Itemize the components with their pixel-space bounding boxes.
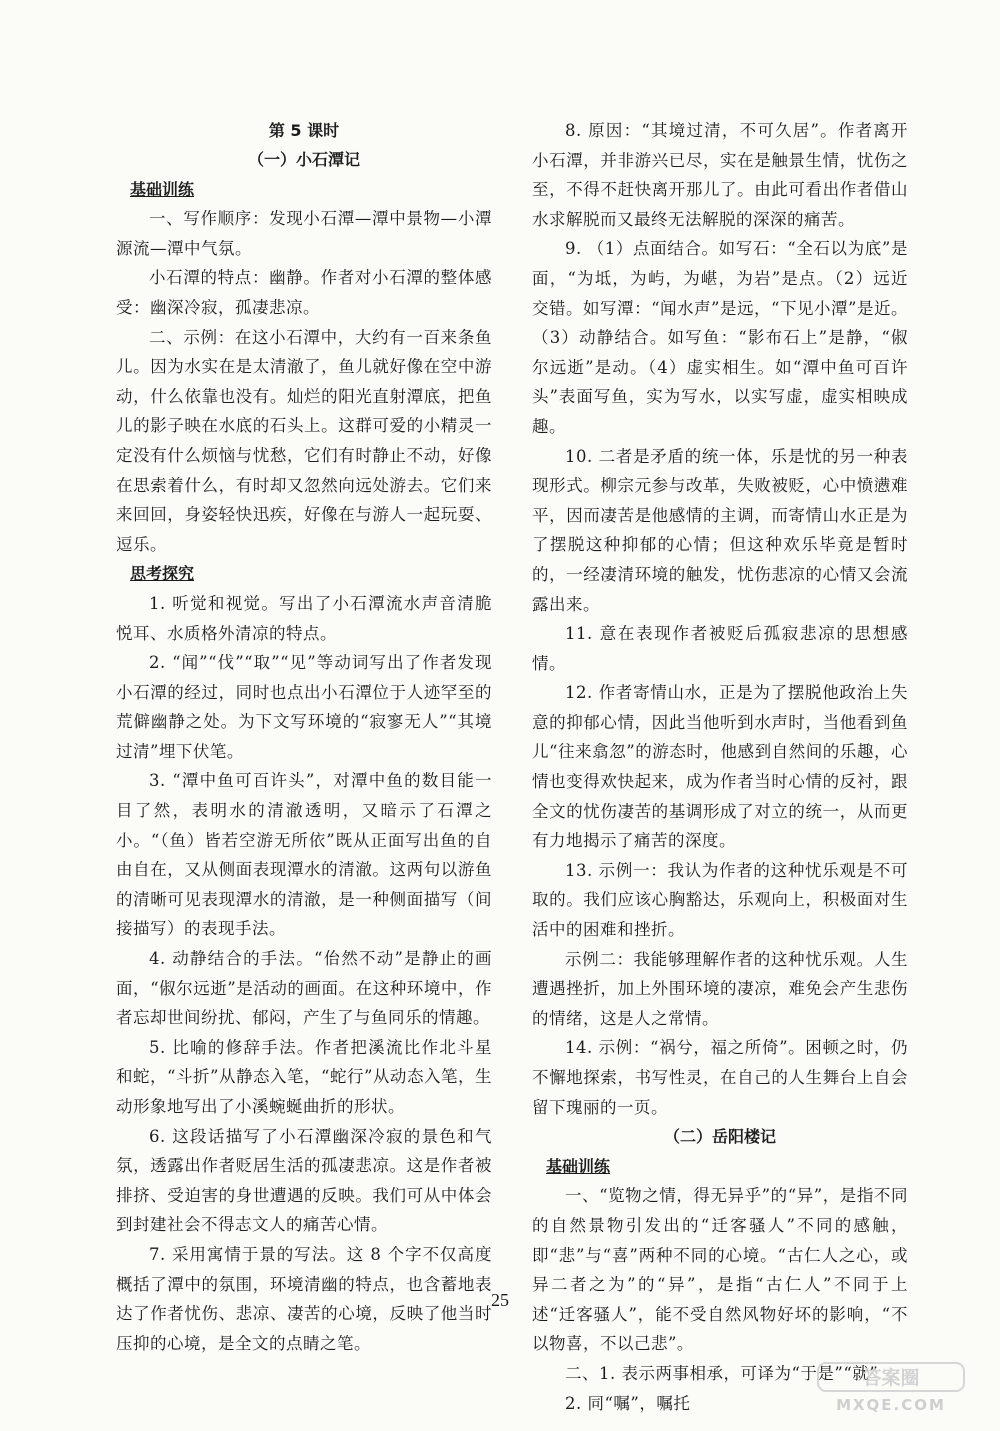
answer-paragraph: 14. 示例：“祸兮，福之所倚”。困顿之时，仍不懈地探索，书写性灵，在自己的人生舞台上自会留下瑰丽的一页。 — [532, 1038, 908, 1117]
page-number: 25 — [491, 1290, 509, 1310]
answer-paragraph: 一、“览物之情，得无异乎”的“异”，是指不同的自然景物引发出的“迁客骚人”不同的感触，即“悲”与“喜”两种不同的心境。“古仁人之心，或异二者之为”的“异”，是指“古仁人”不同于上述“迁客骚人”，能不受自然风物好坏的影响，“不以物喜，不以己悲”。 — [532, 1186, 908, 1354]
answer-paragraph: 7. 采用寓情于景的写法。这 8 个字不仅高度概括了潭中的氛围，环境清幽的特点，也含蓄地表达了作者忧伤、悲凉、凄苦的心境，反映了他当时压抑的心境，是全文的点睛之笔。 — [116, 1244, 492, 1353]
heading-thinking-exploration: 思考探究 — [130, 564, 195, 584]
answer-paragraph: 6. 这段话描写了小石潭幽深冷寂的景色和气氛，透露出作者贬居生活的孤凄悲凉。这是作者被排挤、受迫害的身世遭遇的反映。我们可从中体会到封建社会不得志文人的痛苦心情。 — [116, 1126, 492, 1235]
answer-paragraph: 9. （1）点面结合。如写石：“全石以为底”是面，“为坻，为屿，为嵁，为岩”是点。（2）远近交错。如写潭：“闻水声”是远，“下见小潭”是近。（3）动静结合。如写鱼：“影布石上”是静，“俶尔远逝”是动。（4）虚实相生。如“潭中鱼可百许头”表面写鱼，实为写水，以实写虚，虚实相映成趣。 — [532, 239, 908, 436]
answer-paragraph: 8. 原因：“其境过清，不可久居”。作者离开小石潭，并非游兴已尽，实在是触景生情，忧伤之至，不得不赶快离开那儿了。由此可看出作者借山水求解脱而又最终无法解脱的深深的痛苦。 — [532, 121, 908, 229]
answer-paragraph: 一、写作顺序：发现小石潭—潭中景物—小潭源流—潭中气氛。 — [116, 209, 492, 258]
answer-paragraph: 示例二：我能够理解作者的这种忧乐观。人生遭遇挫折，加上外围环境的凄凉，难免会产生悲伤的情绪，这是人之常情。 — [532, 949, 908, 1028]
section-title-yueyanglouji: （二）岳阳楼记 — [663, 1127, 776, 1147]
answer-paragraph: 13. 示例一：我认为作者的这种忧乐观是不可取的。我们应该心胸豁达，乐观向上，积极面对生活中的困难和挫折。 — [532, 860, 908, 940]
watermark-text: MXQE.COM — [836, 1396, 946, 1414]
answer-paragraph: 10. 二者是矛盾的统一体，乐是忧的另一种表现形式。柳宗元参与改革，失败被贬，心中愤懑难平，因而凄苦是他感情的主调，而寄情山水正是为了摆脱这种抑郁的心情；但这种欢乐毕竟是暂时的，一经凄清环境的触发，忧伤悲凉的心情又会流露出来。 — [532, 446, 908, 614]
watermark — [796, 1360, 986, 1424]
answer-paragraph: 11. 意在表现作者被贬后孤寂悲凉的思想感情。 — [532, 624, 908, 673]
svg-text:答案圈: 答案圈 — [862, 1367, 920, 1389]
lesson-title: 第 5 课时 — [268, 121, 340, 140]
watermark-logo-icon — [816, 1360, 966, 1394]
answer-paragraph: 2. 同“嘱”，嘱托 — [565, 1393, 691, 1413]
section-title-xiaoshitanji: （一）小石潭记 — [247, 150, 360, 169]
answer-paragraph: 1. 听觉和视觉。写出了小石潭流水声音清脆悦耳、水质格外清凉的特点。 — [116, 593, 492, 643]
answer-paragraph: 小石潭的特点：幽静。作者对小石潭的整体感受：幽深冷寂，孤凄悲凉。 — [116, 268, 492, 317]
right-column — [532, 116, 908, 1418]
heading-basic-training: 基础训练 — [546, 1156, 611, 1176]
answer-paragraph: 5. 比喻的修辞手法。作者把溪流比作北斗星和蛇，“斗折”从静态入笔，“蛇行”从动态入笔，生动形象地写出了小溪蜿蜒曲折的形状。 — [116, 1037, 492, 1116]
answer-paragraph: 2. “闻”“伐”“取”“见”等动词写出了作者发现小石潭的经过，同时也点出小石潭位于人迹罕至的荒僻幽静之处。为下文写环境的“寂寥无人”“其境过清”埋下伏笔。 — [116, 653, 492, 761]
left-column — [116, 116, 492, 1358]
answer-paragraph: 二、示例：在这小石潭中，大约有一百来条鱼儿。因为水实在是太清澈了，鱼儿就好像在空中游动，什么依靠也没有。灿烂的阳光直射潭底，把鱼儿的影子映在水底的石头上。这群可爱的小精灵一定没有什么烦恼与忧愁，它们有时静止不动，好像在思索着什么，有时却又忽然向远处游去。它们来来回回，身姿轻快迅疾，好像在与游人一起玩耍、逗乐。 — [116, 327, 492, 554]
answer-paragraph: 4. 动静结合的手法。“佁然不动”是静止的画面，“俶尔远逝”是活动的画面。在这种环境中，作者忘却世间纷扰、郁闷，产生了与鱼同乐的情趣。 — [116, 949, 492, 1028]
answer-paragraph: 12. 作者寄情山水，正是为了摆脱他政治上失意的抑郁心情，因此当他听到水声时，当他看到鱼儿“往来翕忽”的游态时，他感到自然间的乐趣，心情也变得欢快起来，成为作者当时心情的反衬，跟全文的忧伤凄苦的基调形成了对立的统一，从而更有力地揭示了痛苦的深度。 — [532, 683, 908, 851]
heading-basic-training: 基础训练 — [130, 179, 195, 199]
answer-paragraph: 3. “潭中鱼可百许头”，对潭中鱼的数目能一目了然，表明水的清澈透明，又暗示了石潭之小。“（鱼）皆若空游无所依”既从正面写出鱼的自由自在，又从侧面表现潭水的清澈。这两句以游鱼的清晰可见表现潭水的清澈，是一种侧面描写（间接描写）的表现手法。 — [116, 771, 492, 939]
answer-paragraph: 二、1. 表示两事相承，可译为“于是”“就” — [565, 1363, 879, 1383]
